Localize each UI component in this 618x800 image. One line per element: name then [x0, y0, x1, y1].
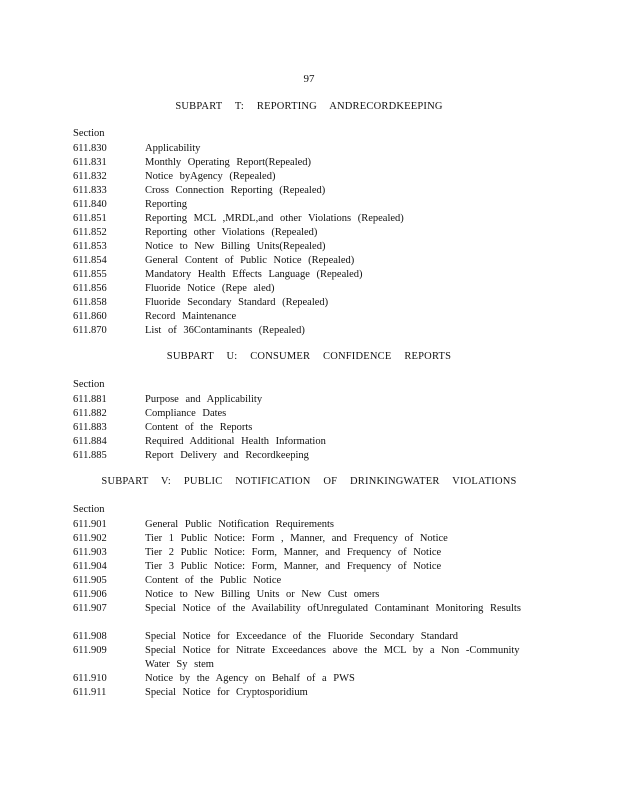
section-title: Applicability: [145, 143, 201, 154]
section-number: 611.832: [73, 171, 107, 182]
section-number: 611.882: [73, 408, 107, 419]
section-number: 611.903: [73, 547, 107, 558]
section-title: Reporting: [145, 199, 187, 210]
section-title: Special Notice for Nitrate Exceedances above the MCL by a Non -Community Water Sy stem: [145, 645, 520, 670]
section-number: 611.906: [73, 589, 107, 600]
section-label: Section: [73, 379, 105, 390]
section-number: 611.902: [73, 533, 107, 544]
section-title: Notice byAgency (Repealed): [145, 171, 276, 182]
section-number: 611.860: [73, 311, 107, 322]
section-number: 611.858: [73, 297, 107, 308]
section-number: 611.833: [73, 185, 107, 196]
section-title: Notice to New Billing Units or New Cust omers: [145, 589, 380, 600]
section-title: Tier 3 Public Notice: Form, Manner, and Frequency of Notice: [145, 561, 442, 572]
section-number: 611.910: [73, 673, 107, 684]
section-title: General Public Notification Requirements: [145, 519, 334, 530]
section-number: 611.901: [73, 519, 107, 530]
section-number: 611.840: [73, 199, 107, 210]
section-title: Special Notice for Cryptosporidium: [145, 687, 308, 698]
section-title: Compliance Dates: [145, 408, 227, 419]
section-number: 611.909: [73, 645, 107, 656]
section-number: 611.854: [73, 255, 107, 266]
section-title: Reporting MCL ,MRDL,and other Violations (Repealed): [145, 213, 404, 224]
section-title: Record Maintenance: [145, 311, 237, 322]
section-label: Section: [73, 128, 105, 139]
subpart-t-heading: SUBPART T: REPORTING ANDRECORDKEEPING: [175, 101, 443, 112]
section-title: Fluoride Secondary Standard (Repealed): [145, 297, 329, 308]
section-number: 611.881: [73, 394, 107, 405]
section-number: 611.911: [73, 687, 107, 698]
section-title: Fluoride Notice (Repe aled): [145, 283, 275, 294]
section-title: Notice by the Agency on Behalf of a PWS: [145, 673, 355, 684]
section-number: 611.831: [73, 157, 107, 168]
section-title: Mandatory Health Effects Language (Repealed): [145, 269, 363, 280]
section-number: 611.870: [73, 325, 107, 336]
section-title: General Content of Public Notice (Repealed): [145, 255, 355, 266]
section-title: Content of the Reports: [145, 422, 253, 433]
section-number: 611.855: [73, 269, 107, 280]
section-number: 611.830: [73, 143, 107, 154]
section-title: Cross Connection Reporting (Repealed): [145, 185, 326, 196]
section-title: Report Delivery and Recordkeeping: [145, 450, 309, 461]
section-title: Notice to New Billing Units(Repealed): [145, 241, 326, 252]
section-title: Content of the Public Notice: [145, 575, 282, 586]
section-title: Tier 1 Public Notice: Form , Manner, and Frequency of Notice: [145, 533, 448, 544]
section-number: 611.905: [73, 575, 107, 586]
section-title: List of 36Contaminants (Repealed): [145, 325, 305, 336]
section-number: 611.907: [73, 603, 107, 614]
section-title: Required Additional Health Information: [145, 436, 326, 447]
section-number: 611.904: [73, 561, 107, 572]
section-title: Special Notice of the Availability ofUnregulated Contaminant Monitoring Results: [145, 603, 521, 614]
section-number: 611.884: [73, 436, 107, 447]
section-title: Special Notice for Exceedance of the Fluoride Secondary Standard: [145, 631, 459, 642]
section-number: 611.883: [73, 422, 107, 433]
subpart-u-heading: SUBPART U: CONSUMER CONFIDENCE REPORTS: [166, 351, 452, 362]
section-number: 611.852: [73, 227, 107, 238]
section-title: Monthly Operating Report(Repealed): [145, 157, 312, 168]
section-title: Reporting other Violations (Repealed): [145, 227, 318, 238]
section-label: Section: [73, 504, 105, 515]
section-number: 611.885: [73, 450, 107, 461]
section-number: 611.851: [73, 213, 107, 224]
page-number: 97: [303, 73, 315, 85]
section-number: 611.908: [73, 631, 107, 642]
section-number: 611.856: [73, 283, 107, 294]
section-title: Purpose and Applicability: [145, 394, 263, 405]
subpart-v-heading: SUBPART V: PUBLIC NOTIFICATION OF DRINKINGWATER VIOLATIONS: [101, 476, 517, 487]
section-number: 611.853: [73, 241, 107, 252]
section-title: Tier 2 Public Notice: Form, Manner, and Frequency of Notice: [145, 547, 442, 558]
